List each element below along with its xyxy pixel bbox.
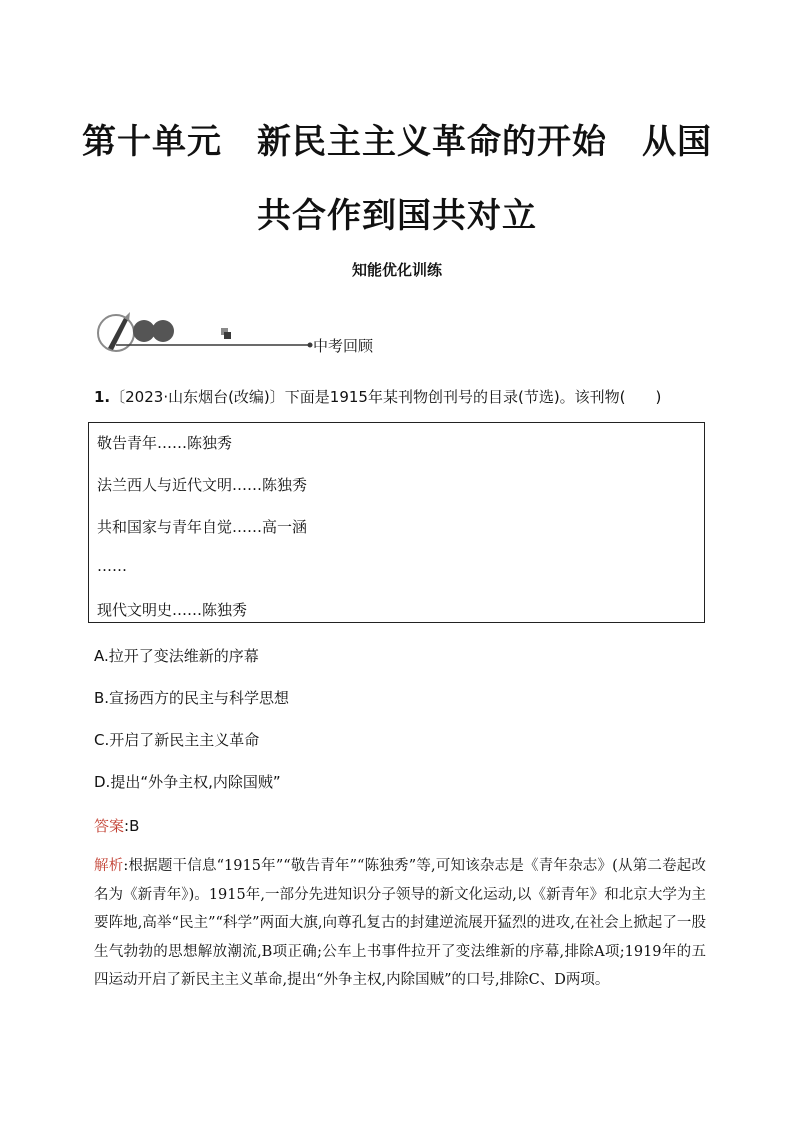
toc-line: 共和国家与青年自觉……高一涵 bbox=[97, 518, 308, 536]
toc-line: …… bbox=[97, 557, 127, 575]
toc-line: 法兰西人与近代文明……陈独秀 bbox=[97, 476, 308, 494]
analysis-text: :根据题干信息“1915年”“敬告青年”“陈独秀”等,可知该杂志是《青年杂志》(从第二卷起改名为《新青年》)。1915年,一部分先进知识分子领导的新文化运动,以《新青年》和北京大学为主要阵地,高举“民主”“科学”两面大旗,向尊孔复古的封建逆流展开猛烈的进攻,在社会上掀起了一股生气勃勃的思想解放潮流,B项正确;公车上书事件拉开了变法维新的序幕,排除A项;1919年的五四运动开启了新民主主义革命,提出“外争主权,内除国贼”的口号,排除C、D两项。 bbox=[94, 858, 706, 988]
table-of-contents-box bbox=[88, 422, 705, 623]
toc-line: 敬告青年……陈独秀 bbox=[97, 434, 233, 452]
toc-line: 现代文明史……陈独秀 bbox=[97, 601, 248, 619]
analysis-label: 解析 bbox=[94, 858, 124, 874]
page-title-line-1: 第十单元 新民主主义革命的开始 从国 bbox=[82, 122, 712, 162]
answer-value: :B bbox=[124, 817, 140, 835]
answer-label: 答案 bbox=[94, 817, 125, 835]
question-stem bbox=[94, 386, 661, 407]
option-b: B.宣扬西方的民主与科学思想 bbox=[94, 689, 290, 707]
page-subtitle: 知能优化训练 bbox=[351, 261, 442, 279]
option-a: A.拉开了变法维新的序幕 bbox=[94, 647, 259, 665]
section-label: 中考回顾 bbox=[313, 337, 374, 355]
question-stem-text: 〔2023·山东烟台(改编)〕下面是1915年某刊物创刊号的目录(节选)。该刊物( ) bbox=[110, 388, 662, 406]
question-number: 1. bbox=[94, 388, 111, 406]
page-title-line-2: 共合作到国共对立 bbox=[257, 196, 537, 236]
answer bbox=[94, 815, 139, 836]
analysis bbox=[94, 852, 706, 995]
option-d: D.提出“外争主权,内除国贼” bbox=[94, 773, 281, 791]
option-c: C.开启了新民主主义革命 bbox=[94, 731, 260, 749]
